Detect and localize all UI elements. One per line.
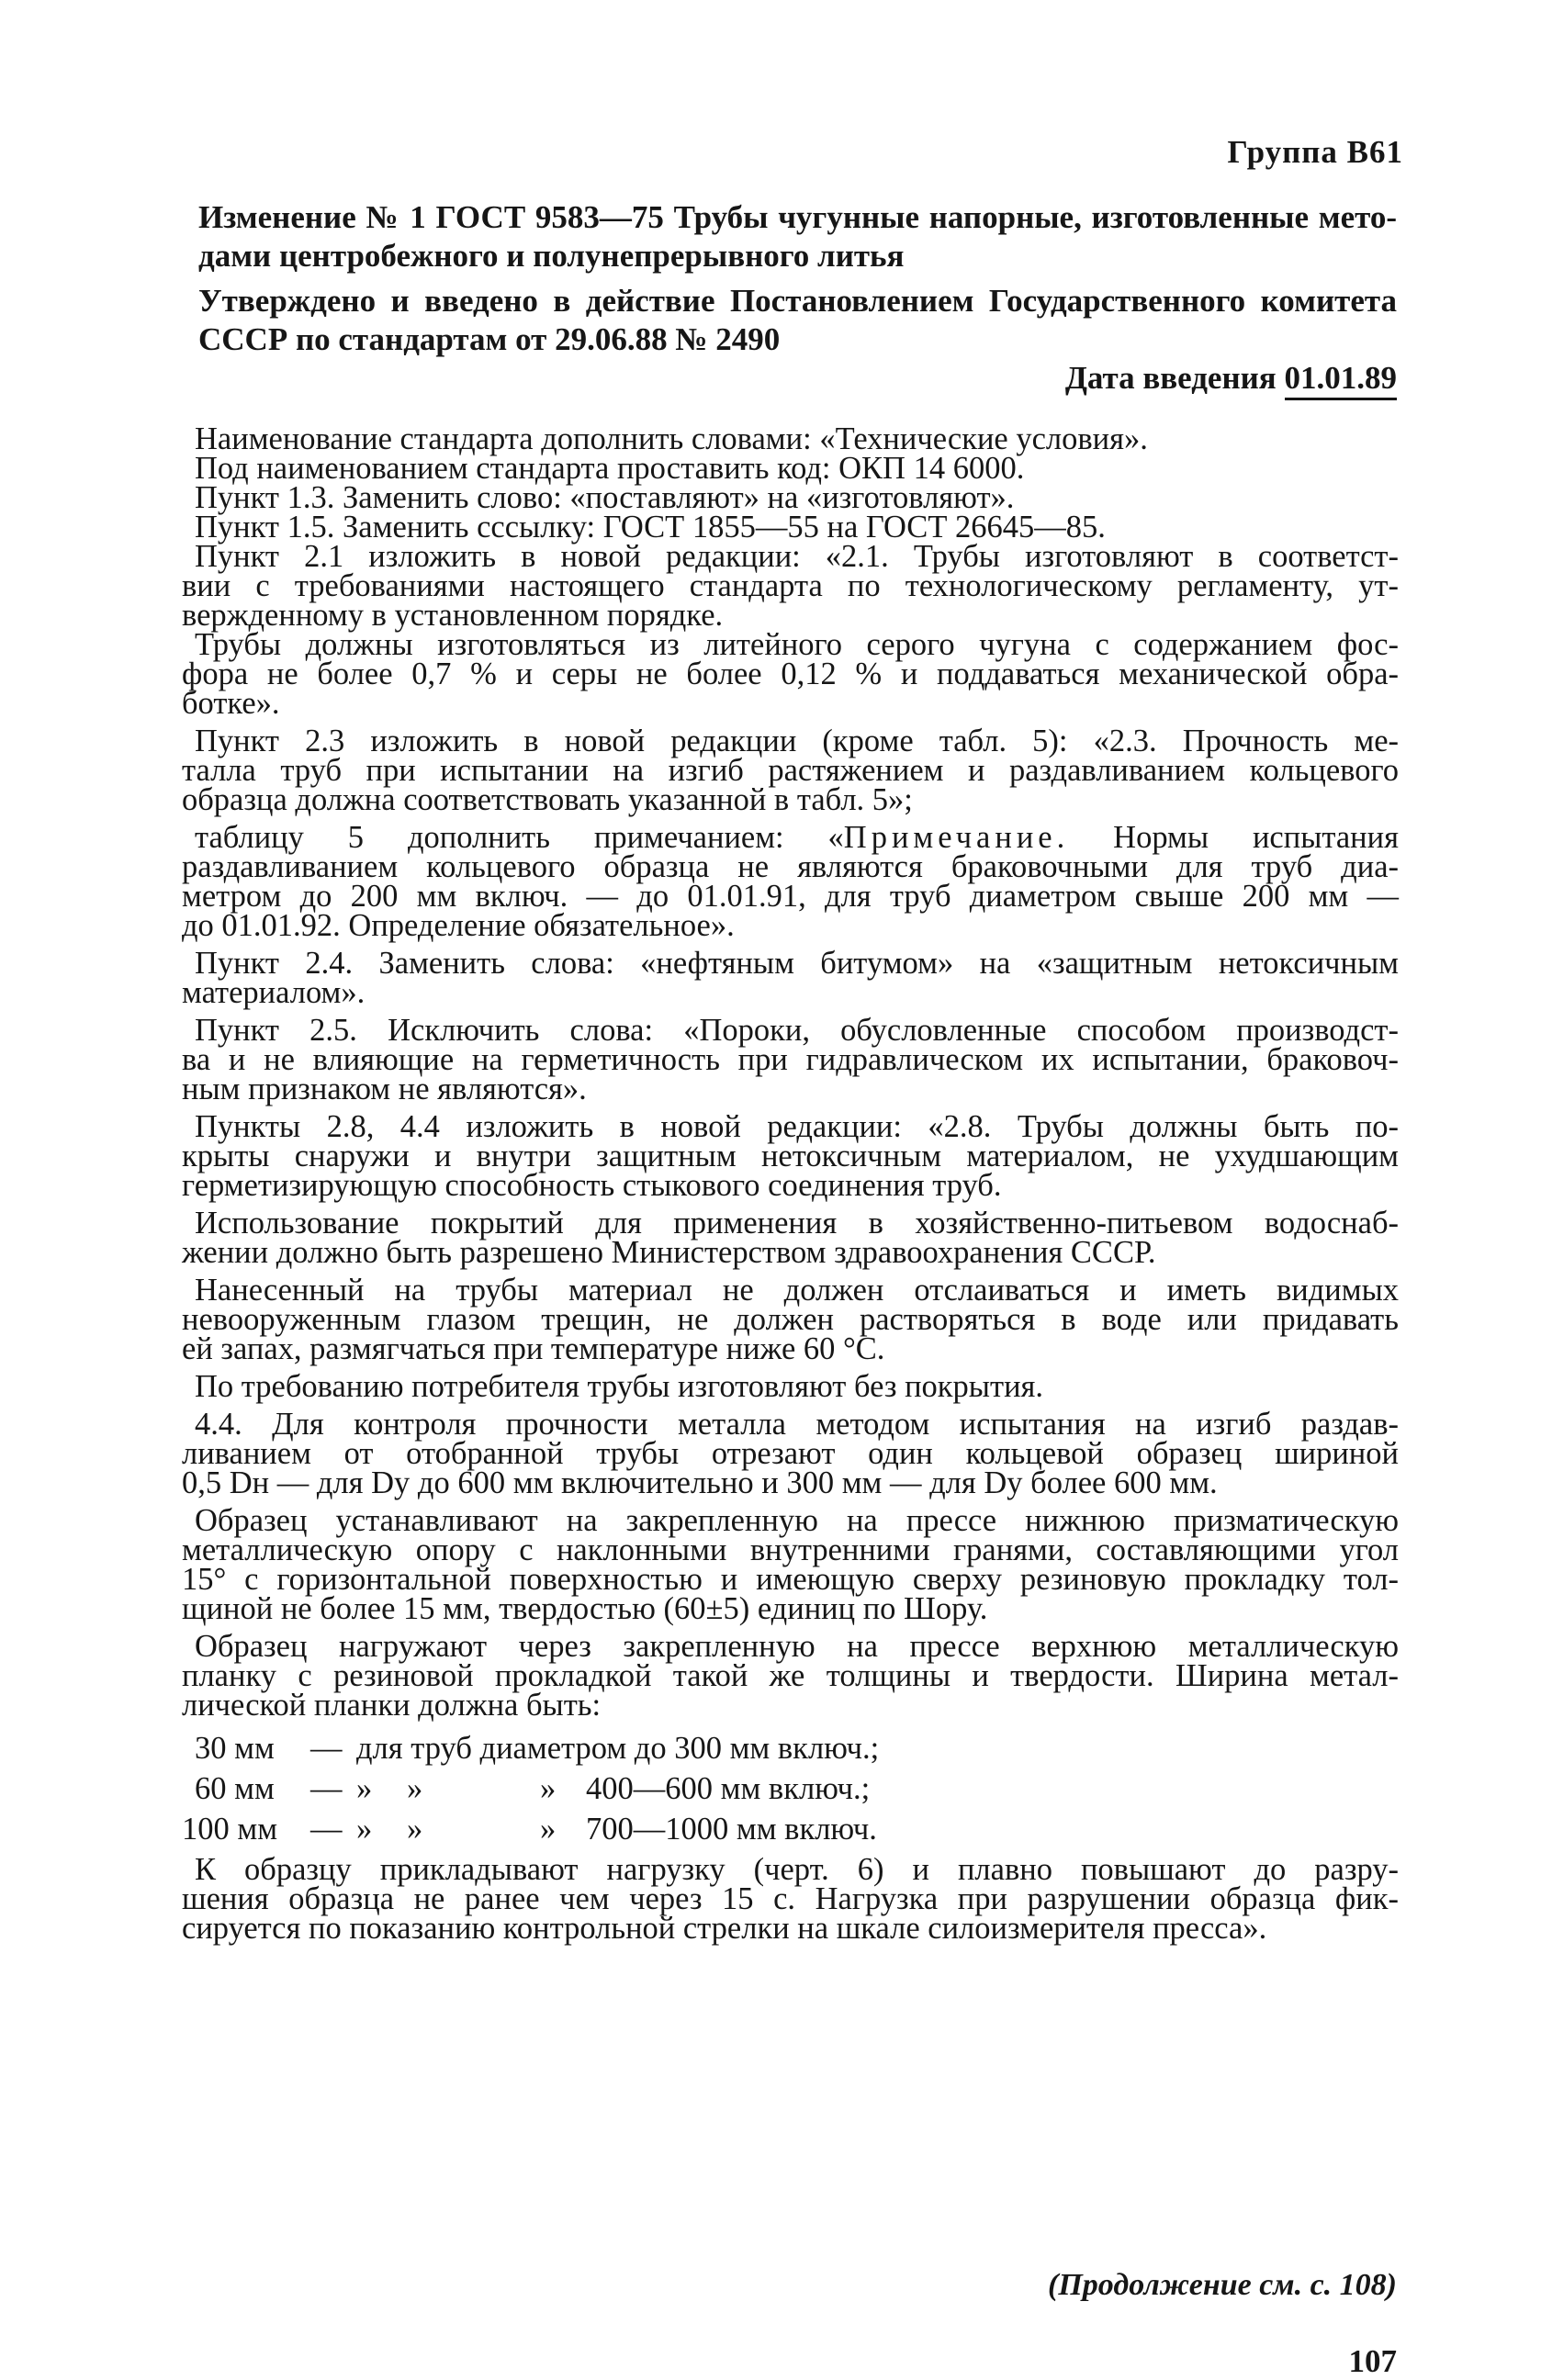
paragraph-line: Наименование стандарта дополнить словами: «Технические условия». xyxy=(195,421,1148,456)
introduction-date-label: Дата введения xyxy=(1064,360,1277,396)
paragraph-line: герметизирующую способность стыкового соединения труб. xyxy=(182,1168,1002,1203)
paragraph-line: планку с резиновой прокладкой такой же толщины и твердости. Ширина метал- xyxy=(182,1658,1399,1693)
paragraph-line: Пункт 2.5. Исключить слова: «Пороки, обусловленные способом производст- xyxy=(195,1013,1399,1048)
paragraph-line: ным признаком не являются». xyxy=(182,1072,587,1106)
introduction-date-value: 01.01.89 xyxy=(1285,360,1398,400)
table-row xyxy=(182,1728,1399,1768)
paragraph-line: ей запах, размягчаться при температуре ниже 60 °С. xyxy=(182,1331,885,1366)
paragraph-line: вержденному в установленном порядке. xyxy=(182,598,724,633)
paragraph-line: Пункт 1.3. Заменить слово: «поставляют» на «изготовляют». xyxy=(195,480,1015,515)
paragraph-line: Нанесенный на трубы материал не должен отслаиваться и иметь видимых xyxy=(195,1273,1399,1308)
paragraph-line: метром до 200 мм включ. — до 01.01.91, для труб диаметром свыше 200 мм — xyxy=(182,879,1399,914)
group-label: Группа В61 xyxy=(1227,134,1403,170)
table-row xyxy=(182,1768,1399,1809)
paragraph-line: раздавливанием кольцевого образца не являются браковочными для труб диа- xyxy=(182,849,1399,884)
plate-width-table xyxy=(182,1728,1399,1849)
paragraph-line: шения образца не ранее чем через 15 с. Нагрузка при разрушении образца фик- xyxy=(182,1881,1399,1916)
change-title-line: Изменение № 1 ГОСТ 9583—75 Трубы чугунные напорные, изготовленные мето- xyxy=(198,199,1397,235)
paragraph-line: материалом». xyxy=(182,975,366,1010)
paragraph-line: Пункт 2.3 изложить в новой редакции (кроме табл. 5): «2.3. Прочность ме- xyxy=(195,724,1399,758)
diameter-range: для труб диаметром до 300 мм включ.; xyxy=(356,1731,880,1766)
ditto-mark: » xyxy=(356,1812,373,1847)
paragraph-line: фора не более 0,7 % и серы не более 0,12 % и поддаваться механической обра- xyxy=(182,657,1399,691)
ditto-mark: » xyxy=(540,1771,557,1806)
diameter-range: 400—600 мм включ.; xyxy=(586,1771,871,1806)
paragraph-line: невооруженным глазом трещин, не должен растворяться в воде или придавать xyxy=(182,1302,1399,1337)
paragraph-line: Пункты 2.8, 4.4 изложить в новой редакции: «2.8. Трубы должны быть по- xyxy=(195,1109,1399,1144)
paragraph-line: 0,5 Dн — для Dу до 600 мм включительно и 300 мм — для Dу более 600 мм. xyxy=(182,1465,1218,1500)
change-title-line: дами центробежного и полунепрерывного литья xyxy=(198,238,905,274)
paragraph-line: до 01.01.92. Определение обязательное». xyxy=(182,908,735,943)
plate-width: 100 мм xyxy=(182,1812,278,1847)
paragraph-line: щиной не более 15 мм, твердостью (60±5) единиц по Шору. xyxy=(182,1591,988,1626)
paragraph-line: металлическую опору с наклонными внутренними гранями, составляющими угол xyxy=(182,1532,1399,1567)
paragraph-line: Пункт 2.4. Заменить слова: «нефтяным битумом» на «защитным нетоксичным xyxy=(195,946,1399,981)
amendment-text xyxy=(182,421,1399,1946)
paragraph-line: сируется по показанию контрольной стрелки на шкале силоизмерителя пресса». xyxy=(182,1911,1267,1946)
page-number: 107 xyxy=(1348,2343,1397,2379)
change-title xyxy=(198,198,1397,275)
continuation-note: (Продолжение см. с. 108) xyxy=(1048,2268,1397,2302)
dash: — xyxy=(310,1771,343,1806)
paragraph-line: жении должно быть разрешено Министерством здравоохранения СССР. xyxy=(182,1235,1156,1270)
note-intro: таблицу 5 дополнить примечанием: « xyxy=(195,820,844,855)
paragraph-line: Образец нагружают через закрепленную на прессе верхнюю металлическую xyxy=(195,1629,1399,1664)
paragraph-line: ва и не влияющие на герметичность при гидравлическом их испытании, браковоч- xyxy=(182,1042,1399,1077)
approval-line: Утверждено и введено в действие Постановлением Государственного комитета xyxy=(198,283,1397,319)
dash: — xyxy=(310,1731,343,1766)
paragraph-line: Трубы должны изготовляться из литейного серого чугуна с содержанием фос- xyxy=(195,627,1399,662)
ditto-mark: » xyxy=(407,1812,423,1847)
paragraph-line: ботке». xyxy=(182,686,280,721)
paragraph-line xyxy=(182,820,1399,855)
paragraph-line: вии с требованиями настоящего стандарта по технологическому регламенту, ут- xyxy=(182,568,1399,603)
paragraph-line: Под наименованием стандарта проставить код: ОКП 14 6000. xyxy=(195,451,1025,486)
plate-width: 60 мм xyxy=(195,1771,275,1806)
paragraph-line: образца должна соответствовать указанной в табл. 5»; xyxy=(182,782,913,817)
approval-statement xyxy=(198,282,1397,359)
paragraph-line: Пункт 1.5. Заменить сссылку: ГОСТ 1855—55 на ГОСТ 26645—85. xyxy=(195,510,1106,544)
paragraph-line: 4.4. Для контроля прочности металла методом испытания на изгиб раздав- xyxy=(195,1407,1399,1442)
paragraph-line: лической планки должна быть: xyxy=(182,1688,602,1723)
paragraph-line: талла труб при испытании на изгиб растяжением и раздавливанием кольцевого xyxy=(182,753,1399,788)
paragraph-line: По требованию потребителя трубы изготовляют без покрытия. xyxy=(195,1369,1044,1404)
paragraph-line: К образцу прикладывают нагрузку (черт. 6) и плавно повышают до разру- xyxy=(195,1852,1399,1887)
paragraph-line: Образец устанавливают на закрепленную на прессе нижнюю призматическую xyxy=(195,1503,1399,1538)
ditto-mark: » xyxy=(540,1812,557,1847)
note-heading: Примечание. xyxy=(843,820,1070,855)
approval-line: СССР по стандартам от 29.06.88 № 2490 xyxy=(198,321,781,357)
diameter-range: 700—1000 мм включ. xyxy=(586,1812,877,1847)
dash: — xyxy=(310,1812,343,1847)
paragraph-line: крыты снаружи и внутри защитным нетоксичным материалом, не ухудшающим xyxy=(182,1139,1399,1173)
table-row xyxy=(182,1809,1399,1849)
paragraph-line: Пункт 2.1 изложить в новой редакции: «2.1. Трубы изготовляют в соответст- xyxy=(195,539,1399,574)
note-text: Нормы испытания xyxy=(1069,820,1399,855)
ditto-mark: » xyxy=(407,1771,423,1806)
paragraph-line: ливанием от отобранной трубы отрезают один кольцевой образец шириной xyxy=(182,1436,1399,1471)
introduction-date xyxy=(1065,360,1397,397)
ditto-mark: » xyxy=(356,1771,373,1806)
plate-width: 30 мм xyxy=(195,1731,275,1766)
paragraph-line: Использование покрытий для применения в хозяйственно-питьевом водоснаб- xyxy=(195,1206,1399,1241)
paragraph-line: 15° с горизонтальной поверхностью и имеющую сверху резиновую прокладку тол- xyxy=(182,1562,1399,1597)
